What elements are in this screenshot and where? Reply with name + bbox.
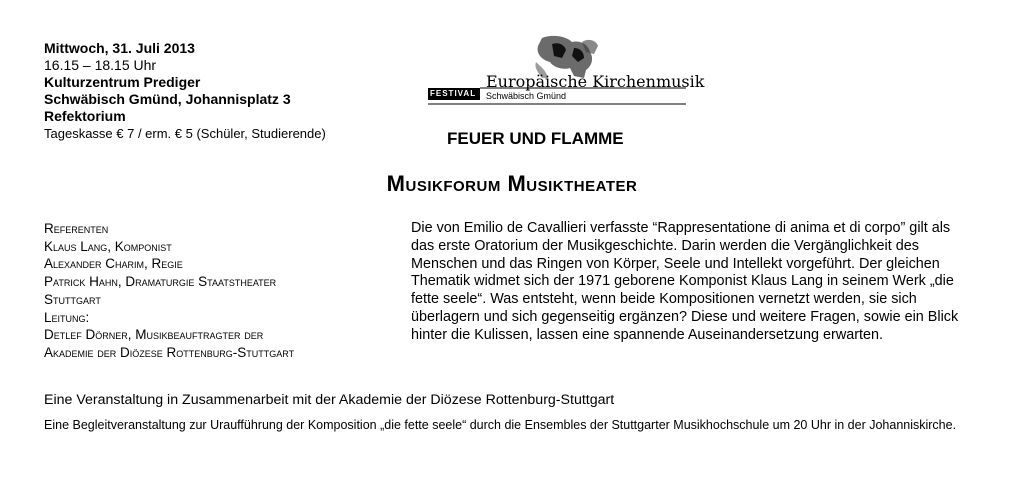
speaker-list-item: Leitung:: [44, 309, 90, 325]
event-title: FEUER UND FLAMME: [447, 129, 624, 148]
logo-festival-label: FESTIVAL: [430, 89, 477, 98]
event-address: Schwäbisch Gmünd, Johannisplatz 3: [44, 91, 291, 107]
event-time: 16.15 – 18.15 Uhr: [44, 57, 157, 73]
event-date: Mittwoch, 31. Juli 2013: [44, 40, 195, 56]
ticket-prices: Tageskasse € 7 / erm. € 5 (Schüler, Studierende): [44, 126, 326, 141]
speaker-list-item: Referenten: [44, 221, 109, 236]
event-venue: Kulturzentrum Prediger: [44, 74, 201, 90]
speaker-list: [44, 220, 404, 362]
speaker-list-item: Alexander Charim, Regie: [44, 256, 183, 272]
logo-title: Europäische Kirchenmusik: [486, 72, 705, 91]
main-heading: Musikforum Musiktheater: [386, 171, 638, 196]
speaker-list-item: Stuttgart: [44, 291, 101, 307]
logo-city: Schwäbisch Gmünd: [486, 91, 567, 101]
speaker-list-item: Akademie der Diözese Rottenburg-Stuttgart: [44, 344, 295, 360]
speaker-list-item: Klaus Lang, Komponist: [44, 238, 172, 254]
event-room: Refektorium: [44, 108, 126, 124]
side-event-note: Eine Begleitveranstaltung zur Uraufführung der Komposition „die fette seele“ durch die Ensembles der Stuttgarter Musikhochschule um 20 Uhr in der Johanniskirche.: [44, 418, 957, 432]
cooperation-note: Eine Veranstaltung in Zusammenarbeit mit der Akademie der Diözese Rottenburg-Stuttgart: [44, 392, 615, 408]
event-description: Die von Emilio de Cavallieri verfasste “Rappresentatione di anima et di corpo” gilt als das erste Oratorium der Musikgeschichte. Darin werden die Vergänglichkeit des Menschen und das Ringen von Körper, Seele und Intellekt vorgeführt. Der gleichen Thematik widmet sich der 1971 geborene Komponist Klaus Lang in seinem Werk „die fette seele“. Was entsteht, wenn beide Kompositionen vernetzt werden, sie sich überlagern und sich gegenseitig ergänzen? Diese und weitere Fragen, sowie ein Blick hinter die Kulissen, lassen eine spannende Auseinandersetzung erwarten.: [411, 220, 959, 343]
festival-logo: [424, 32, 705, 114]
speaker-list-item: Patrick Hahn, Dramaturgie Staatstheater: [44, 274, 277, 290]
event-info: [44, 40, 326, 142]
speaker-list-item: Detlef Dörner, Musikbeauftragter der: [44, 327, 264, 343]
